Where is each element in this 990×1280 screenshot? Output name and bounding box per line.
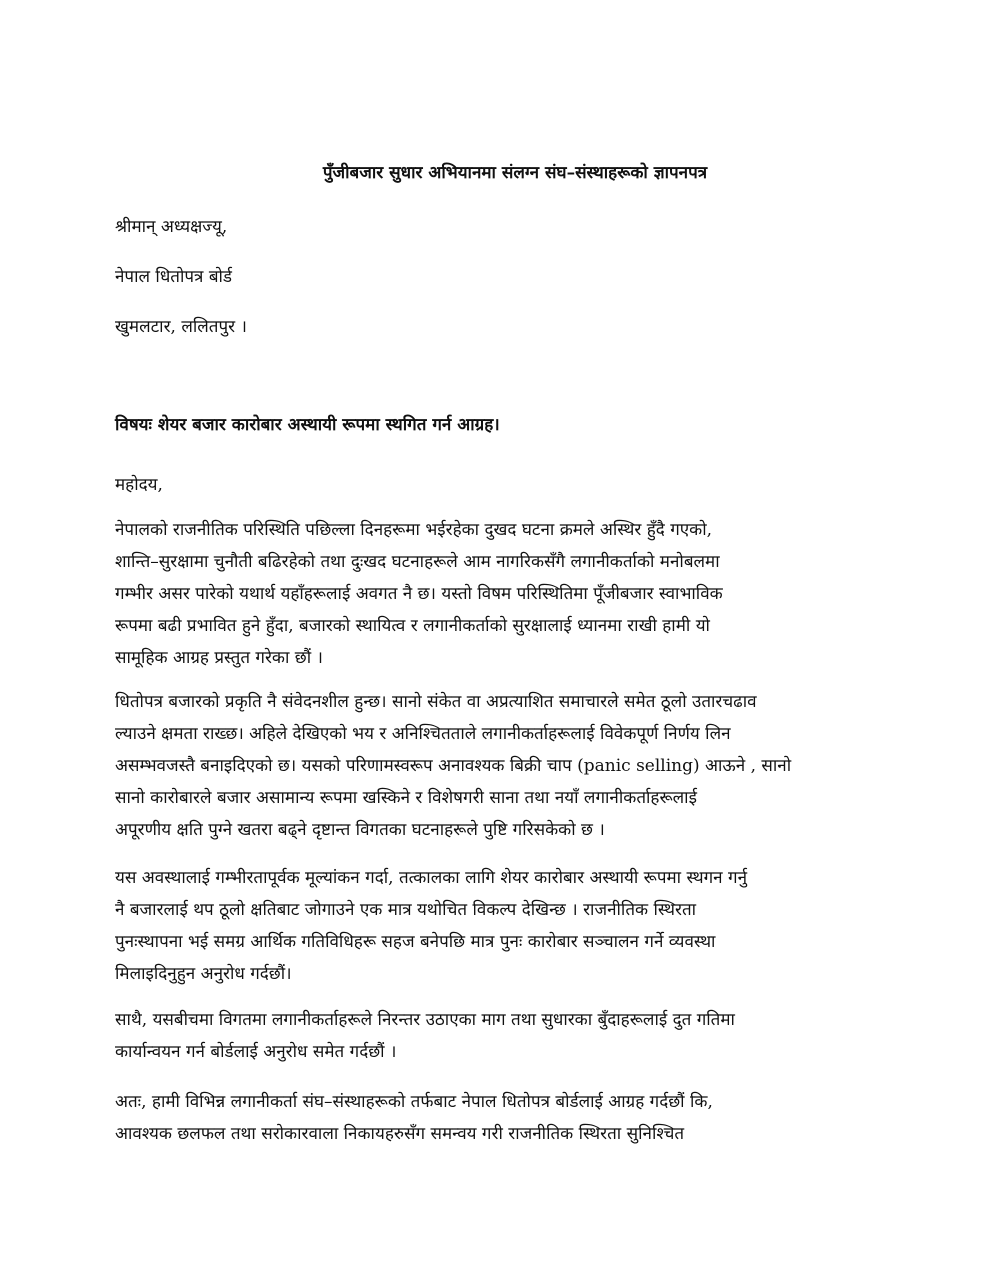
- paragraph-line: असम्भवजस्तै बनाइदिएको छ। यसको परिणामस्वरूप अनावश्यक बिक्री चाप (panic selling) आऊने , सानो: [115, 756, 792, 776]
- addressee-salutation: श्रीमान् अध्यक्षज्यू,: [115, 217, 228, 237]
- paragraph-line: आवश्यक छलफल तथा सरोकारवाला निकायहरुसँग समन्वय गरी राजनीतिक स्थिरता सुनिश्चित: [115, 1124, 685, 1144]
- paragraph-line: सानो कारोबारले बजार असामान्य रूपमा खस्किने र विशेषगरी साना तथा नयाँ लगानीकर्ताहरूलाई: [115, 788, 697, 808]
- paragraph-line: कार्यान्वयन गर्न बोर्डलाई अनुरोध समेत गर्दछौं ।: [115, 1042, 397, 1062]
- paragraph-line: अतः, हामी विभिन्न लगानीकर्ता संघ–संस्थाहरूको तर्फबाट नेपाल धितोपत्र बोर्डलाई आग्रह गर्दछौं कि,: [115, 1092, 713, 1112]
- paragraph-line: नै बजारलाई थप ठूलो क्षतिबाट जोगाउने एक मात्र यथोचित विकल्प देखिन्छ । राजनीतिक स्थिरता: [115, 900, 697, 920]
- subject-line: विषयः शेयर बजार कारोबार अस्थायी रूपमा स्थगित गर्न आग्रह।: [115, 415, 500, 435]
- paragraph-line: यस अवस्थालाई गम्भीरतापूर्वक मूल्यांकन गर्दा, तत्कालका लागि शेयर कारोबार अस्थायी रूपमा स्थगन गर्नु: [115, 868, 748, 888]
- paragraph-line: मिलाइदिनुहुन अनुरोध गर्दछौं।: [115, 964, 292, 984]
- paragraph-line: नेपालको राजनीतिक परिस्थिति पछिल्ला दिनहरूमा भईरहेका दुखद घटना क्रमले अस्थिर हुँदै गएको,: [115, 520, 713, 540]
- paragraph-3: [115, 862, 875, 990]
- paragraph-5: [115, 1086, 875, 1150]
- document-title: पुँजीबजार सुधार अभियानमा संलग्न संघ–संस्थाहरूको ज्ञापनपत्र: [322, 163, 708, 183]
- addressee-address: खुमलटार, ललितपुर ।: [115, 317, 247, 337]
- paragraph-line: अपूरणीय क्षति पुग्ने खतरा बढ्ने दृष्टान्त विगतका घटनाहरूले पुष्टि गरिसकेको छ ।: [115, 820, 605, 840]
- paragraph-4: [115, 1004, 875, 1068]
- paragraph-line: धितोपत्र बजारको प्रकृति नै संवेदनशील हुन्छ। सानो संकेत वा अप्रत्याशित समाचारले समेत ठूलो उतारचढाव: [115, 692, 757, 712]
- paragraph-line: शान्ति–सुरक्षामा चुनौती बढिरहेको तथा दुःखद घटनाहरूले आम नागरिकसँगै लगानीकर्ताको मनोबलमा: [115, 552, 720, 572]
- paragraph-line: पुनःस्थापना भई समग्र आर्थिक गतिविधिहरू सहज बनेपछि मात्र पुनः कारोबार सञ्चालन गर्ने व्यवस्था: [115, 932, 716, 952]
- paragraph-2: [115, 686, 875, 846]
- paragraph-line: रूपमा बढी प्रभावित हुने हुँदा, बजारको स्थायित्व र लगानीकर्ताको सुरक्षालाई ध्यानमा राखी हामी यो: [115, 616, 710, 636]
- paragraph-line: सामूहिक आग्रह प्रस्तुत गरेका छौं ।: [115, 648, 323, 668]
- paragraph-line: साथै, यसबीचमा विगतमा लगानीकर्ताहरूले निरन्तर उठाएका माग तथा सुधारका बुँदाहरूलाई दुत गतिमा: [115, 1010, 735, 1030]
- addressee-organization: नेपाल धितोपत्र बोर्ड: [115, 267, 233, 287]
- salutation: महोदय,: [115, 475, 163, 495]
- paragraph-1: [115, 514, 875, 674]
- paragraph-line: गम्भीर असर पारेको यथार्थ यहाँहरूलाई अवगत नै छ। यस्तो विषम परिस्थितिमा पूँजीबजार स्वाभाविक: [115, 584, 723, 604]
- paragraph-line: ल्याउने क्षमता राख्छ। अहिले देखिएको भय र अनिश्चितताले लगानीकर्ताहरूलाई विवेकपूर्ण निर्णय लिन: [115, 724, 731, 744]
